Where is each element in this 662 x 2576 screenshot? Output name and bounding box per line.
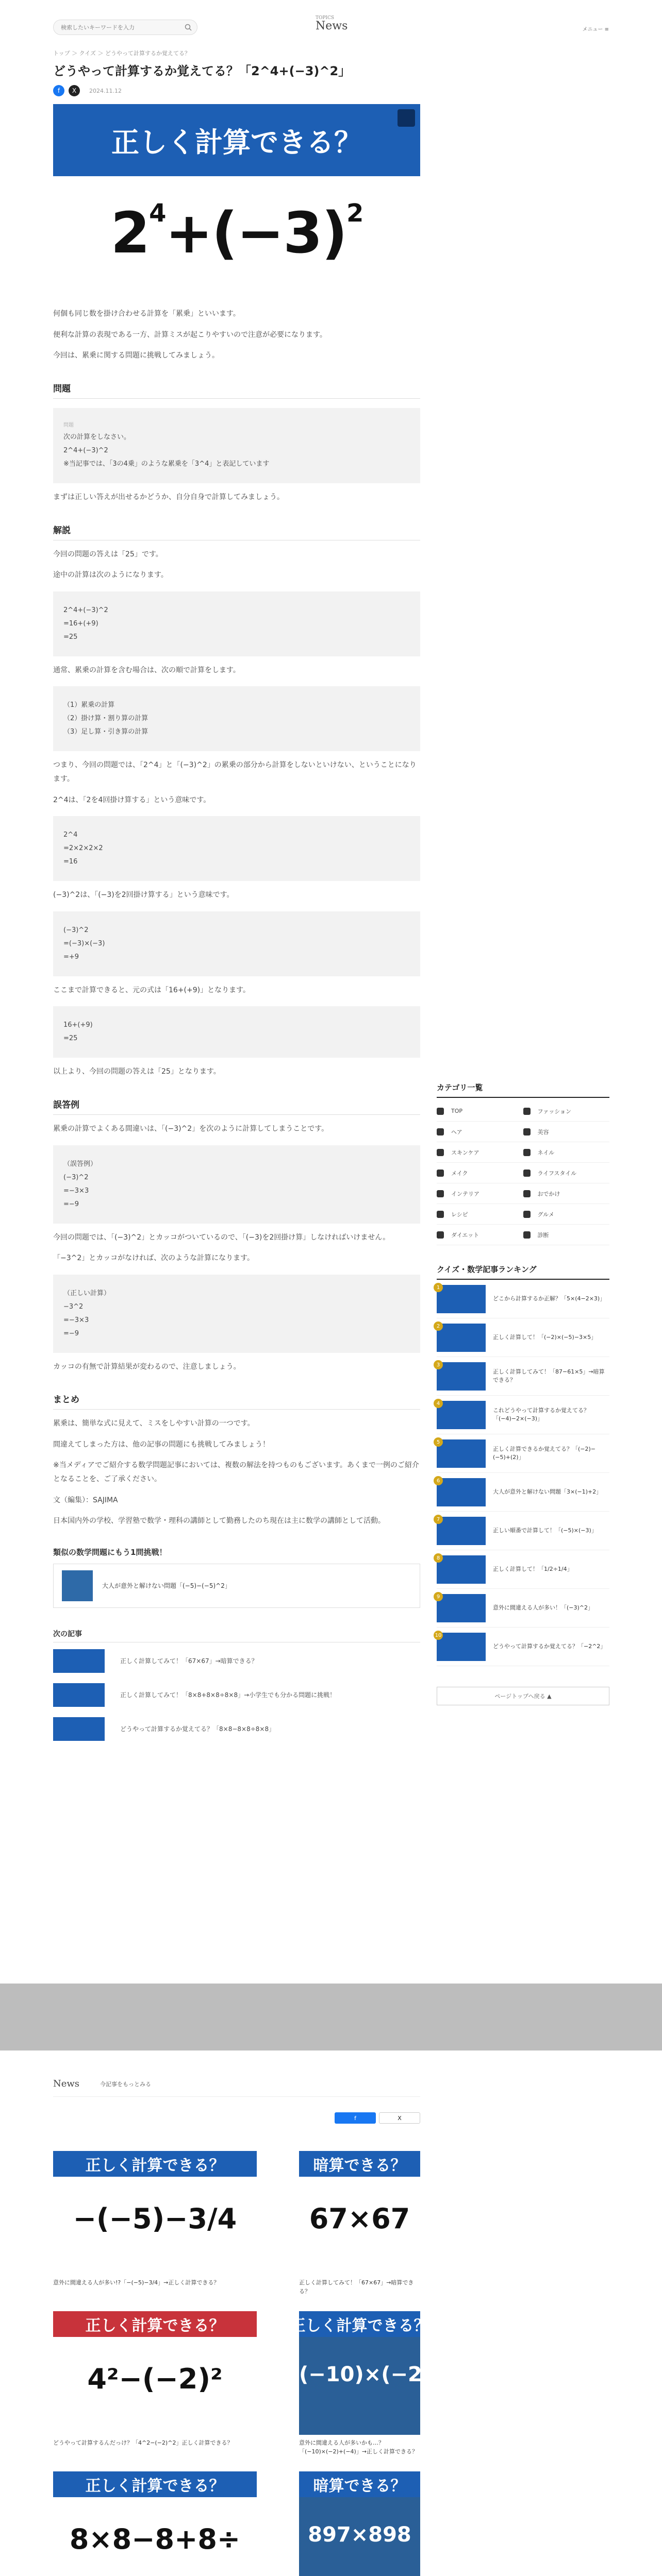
ranking-thumbnail — [437, 1478, 486, 1506]
facebook-share-button[interactable]: f — [335, 2112, 376, 2124]
category-item[interactable] — [437, 1225, 523, 1245]
menu-button[interactable]: メニュー ≡ — [582, 27, 609, 32]
category-item[interactable] — [523, 1122, 610, 1142]
article-tile[interactable] — [53, 2151, 257, 2296]
next-thumbnail — [53, 1717, 105, 1741]
rank-badge: 5 — [434, 1437, 443, 1447]
answer-text: つまり、今回の問題では、「2^4」と「(−3)^2」の累乗の部分から計算をしないといけない、ということになります。 — [53, 761, 417, 783]
order-box — [53, 686, 420, 751]
next-article[interactable] — [53, 1646, 420, 1676]
calc-line: =(−3)×(−3) — [63, 939, 105, 947]
article-tile[interactable] — [299, 2471, 420, 2576]
next-article[interactable] — [53, 1680, 420, 1710]
hair-icon — [437, 1128, 444, 1136]
ranking-title: どこから計算するか正解？「5×(4−2×3)」 — [493, 1295, 606, 1302]
category-label: スキンケア — [451, 1149, 479, 1156]
tile-expression: (−10)×(−2)+(−4) — [299, 2363, 500, 2386]
category-label: 美容 — [537, 1128, 549, 1136]
intro-2: 便利な計算の表現である一方、計算ミスが起こりやすいので注意が必要になります。 — [53, 330, 327, 339]
divider-band — [0, 1984, 662, 2050]
calc-line: =−3×3 — [63, 1316, 89, 1324]
category-item[interactable] — [523, 1163, 610, 1183]
quiz-icon — [523, 1231, 531, 1239]
category-item[interactable] — [437, 1142, 523, 1163]
rank-badge: 1 — [434, 1283, 443, 1292]
ranking-title: 意外に間違える人が多い！「(−3)^2」 — [493, 1604, 594, 1611]
author-bio: 日本国内外の学校、学習塾で数学・理科の講師として勤務したのち現在は主に数学の講師として活動。 — [53, 1517, 385, 1526]
mistake-text: 累乗の計算でよくある間違いは、「(−3)^2」を次のように計算してしまうことです。 — [53, 1124, 329, 1133]
right-calc-box — [53, 1275, 420, 1353]
category-label: ライフスタイル — [537, 1170, 577, 1177]
category-label: ダイエット — [451, 1231, 479, 1239]
calc-line: =25 — [63, 1035, 78, 1043]
home-icon — [437, 1108, 444, 1115]
question-after: まずは正しい答えが出せるかどうか、自分自身で計算してみましょう。 — [53, 493, 284, 501]
ranking-title: 大人が意外と解けない問題「3×(−1)+2」 — [493, 1488, 602, 1495]
makeup-icon — [437, 1170, 444, 1177]
article-tile[interactable] — [53, 2471, 257, 2576]
category-item[interactable] — [437, 1101, 523, 1122]
tile-thumbnail — [53, 2311, 257, 2435]
summary-text: 間違えてしまった方は、他の記事の問題にも挑戦してみましょう！ — [53, 1440, 270, 1449]
hero-exponent-2: 2 — [346, 199, 363, 228]
category-label: ヘア — [451, 1128, 462, 1136]
author-name: 文（編集）：SAJIMA — [53, 1496, 118, 1504]
calc-line: 2^4+(−3)^2 — [63, 606, 108, 614]
tile-expression: 4²−(−2)² — [87, 2363, 223, 2395]
sidebar — [437, 1082, 609, 1705]
answer-text: ここまで計算できると、元の式は「16+(+9)」となります。 — [53, 986, 250, 994]
answer-text: 以上より、今回の問題の答えは「25」となります。 — [53, 1067, 221, 1076]
category-label: グルメ — [537, 1211, 554, 1218]
tile-caption: 意外に間違える人が多い!?「−(−5)−3/4」→正しく計算できる？ — [53, 2279, 220, 2286]
skincare-icon — [437, 1149, 444, 1156]
order-line: （2）掛け算・割り算の計算 — [63, 715, 148, 723]
search-input[interactable] — [54, 20, 177, 35]
ranking-thumbnail — [437, 1285, 486, 1313]
ranking-thumbnail — [437, 1401, 486, 1429]
ranking-item[interactable] — [437, 1473, 609, 1512]
logo-text: News — [316, 20, 348, 32]
article — [53, 49, 420, 1744]
calc-box — [53, 911, 420, 976]
order-line: （1）累乗の計算 — [63, 701, 115, 709]
article-tile[interactable] — [299, 2151, 420, 2296]
ranking-heading: クイズ・数学記事ランキング — [437, 1264, 609, 1280]
calc-line: =−9 — [63, 1200, 79, 1208]
interior-icon — [437, 1190, 444, 1197]
site-header — [0, 0, 662, 52]
next-title: どうやって計算するか覚えてる？「8×8−8×8÷8×8」 — [120, 1725, 275, 1733]
rank-badge: 7 — [434, 1515, 443, 1524]
related-title: 大人が意外と解けない問題「(−5)−(−5)^2」 — [102, 1582, 231, 1590]
article-meta — [53, 86, 420, 96]
calc-line: =16 — [63, 858, 78, 866]
lifestyle-icon — [523, 1170, 531, 1177]
shirt-icon — [523, 1108, 531, 1115]
answer-text: 2^4は、「2を4回掛け算する」という意味です。 — [53, 795, 211, 804]
ranking-item[interactable] — [437, 1512, 609, 1550]
category-label: インテリア — [451, 1190, 479, 1197]
next-thumbnail — [53, 1683, 105, 1707]
answer-text: 通常、累乗の計算を含む場合は、次の順で計算をします。 — [53, 666, 240, 674]
category-item[interactable] — [437, 1122, 523, 1142]
rank-badge: 3 — [434, 1360, 443, 1369]
article-tile[interactable] — [290, 2311, 500, 2456]
diet-icon — [437, 1231, 444, 1239]
logo-tagline: TOPICS — [316, 15, 335, 21]
tile-expression: 67×67 — [309, 2202, 410, 2235]
tile-banner: 正しく計算できる？ — [299, 2311, 420, 2337]
tile-expression: 897×898 — [308, 2523, 411, 2547]
ranking-title: 正しく計算できるか覚えてる？「(−2)−(−5)+(2)」 — [493, 1445, 596, 1461]
gourmet-icon — [523, 1211, 531, 1218]
ranking — [437, 1264, 609, 1666]
tile-thumbnail — [299, 2151, 420, 2275]
category-item[interactable] — [523, 1225, 610, 1245]
tile-banner: 暗算できる？ — [299, 2151, 420, 2177]
facebook-share-button[interactable]: f — [53, 85, 64, 96]
mistake-text: カッコの有無で計算結果が変わるので、注意しましょう。 — [53, 1362, 241, 1371]
ranking-thumbnail — [437, 1633, 486, 1661]
nail-icon — [523, 1149, 531, 1156]
x-share-button[interactable]: X — [379, 2112, 420, 2124]
tile-expression: 8×8−8+8÷ — [69, 2523, 241, 2555]
tile-thumbnail — [53, 2471, 257, 2576]
site-logo[interactable] — [316, 15, 348, 32]
category-label: 診断 — [537, 1231, 549, 1239]
category-item[interactable] — [523, 1183, 610, 1204]
tile-banner: 正しく計算できる？ — [53, 2311, 257, 2337]
next-title: 正しく計算してみて！「8×8+8×8÷8×8」→小学生でも分かる問題に挑戦！ — [120, 1691, 336, 1699]
category-label: ネイル — [537, 1149, 555, 1156]
mobile-section-title: 今記事をもっとみる — [100, 2080, 152, 2088]
mistake-text: 今回の問題では、「(−3)^2」とカッコがついているので、「(−3)を2回掛け算」しなければいけません。 — [53, 1233, 390, 1242]
hero-expression — [53, 199, 420, 266]
article-grid — [53, 2151, 500, 2576]
calc-line: 2^4 — [63, 831, 78, 839]
search-icon[interactable] — [185, 24, 192, 31]
rank-badge: 4 — [434, 1399, 443, 1408]
mistake-heading: 誤答例 — [53, 1097, 420, 1115]
category-label: レシピ — [451, 1211, 468, 1218]
answer-text: (−3)^2は、「(−3)を2回掛け算する」という意味です。 — [53, 891, 234, 900]
ranking-thumbnail — [437, 1594, 486, 1622]
ranking-item[interactable] — [437, 1357, 609, 1396]
ranking-item[interactable] — [437, 1589, 609, 1628]
answer-text: 途中の計算は次のようになります。 — [53, 571, 168, 580]
category-heading: カテゴリ一覧 — [437, 1082, 609, 1098]
calc-box — [53, 816, 420, 881]
question-line: 2^4+(−3)^2 — [63, 446, 108, 454]
hero-base: 2 — [110, 200, 150, 266]
rank-badge: 6 — [434, 1476, 443, 1485]
mobile-header — [53, 2071, 420, 2097]
tile-thumbnail — [290, 2311, 500, 2435]
ranking-title: これどうやって計算するか覚えてる？「(−4)−2×(−3)」 — [493, 1406, 589, 1422]
page-title: どうやって計算するか覚えてる？「2^4+(−3)^2」 — [53, 64, 351, 78]
rank-badge: 2 — [434, 1321, 443, 1331]
ranking-item[interactable] — [437, 1280, 609, 1318]
question-box — [53, 408, 420, 483]
hero-banner: 正しく計算できる？ — [53, 104, 420, 176]
order-line: （3）足し算・引き算の計算 — [63, 728, 148, 736]
question-box-label: 問題 — [63, 422, 74, 428]
category-item[interactable] — [437, 1204, 523, 1225]
ranking-thumbnail — [437, 1324, 486, 1352]
page-top-button[interactable]: ページトップへ戻る ▲ — [437, 1687, 609, 1705]
search-box[interactable] — [53, 20, 197, 35]
rank-badge: 8 — [434, 1553, 443, 1563]
summary-text: ※当メディアでご紹介する数学問題記事においては、複数の解法を持つものもございます。あくまで一例のご紹介となることを、ご了承ください。 — [53, 1461, 419, 1484]
breadcrumb[interactable]: トップ ＞ クイズ ＞ どうやって計算するか覚えてる？ — [53, 50, 190, 57]
calc-line: =2×2×2×2 — [63, 844, 103, 853]
lipstick-icon — [523, 1128, 531, 1136]
related-card[interactable] — [53, 1564, 420, 1608]
x-share-button[interactable]: X — [69, 85, 80, 96]
rank-badge: 10 — [434, 1631, 443, 1640]
calc-line: 16+(+9) — [63, 1021, 93, 1029]
ranking-thumbnail — [437, 1555, 486, 1584]
tile-banner: 正しく計算できる？ — [53, 2471, 257, 2497]
category-label: TOP — [451, 1108, 463, 1114]
hero-image — [53, 104, 420, 300]
intro-1: 何個も同じ数を掛け合わせる計算を「累乗」といいます。 — [53, 310, 240, 318]
category-label: おでかけ — [537, 1190, 560, 1197]
category-item[interactable] — [437, 1163, 523, 1183]
next-heading: 次の記事 — [53, 1629, 420, 1642]
ranking-title: 正しい順番で計算して！「(−5)×(−3)」 — [493, 1527, 597, 1534]
category-label: ファッション — [537, 1108, 572, 1115]
ranking-thumbnail — [437, 1517, 486, 1545]
category-item[interactable] — [523, 1101, 610, 1122]
calc-line: =25 — [63, 633, 78, 641]
tile-caption: 正しく計算してみて！「67×67」→暗算できる？ — [299, 2279, 414, 2295]
gallery-icon[interactable] — [398, 109, 415, 127]
ranking-title: 正しく計算して！「(−2)×(−5)−3×5」 — [493, 1333, 597, 1341]
ranking-title: 正しく計算してみて！「87−61×5」→暗算できる？ — [493, 1368, 605, 1383]
tile-banner: 暗算できる？ — [299, 2471, 420, 2497]
category-item[interactable] — [437, 1183, 523, 1204]
category-label: メイク — [451, 1170, 468, 1177]
question-heading: 問題 — [53, 381, 420, 399]
hero-middle: +(−3) — [165, 200, 346, 266]
hero-exponent-1: 4 — [149, 199, 166, 228]
ranking-item[interactable] — [437, 1318, 609, 1357]
summary-heading: まとめ — [53, 1392, 420, 1410]
publish-date: 2024.11.12 — [89, 87, 122, 94]
calc-line: （誤答例） — [63, 1160, 97, 1168]
intro-3: 今回は、累乗に関する問題に挑戦してみましょう。 — [53, 351, 219, 360]
outing-icon — [523, 1190, 531, 1197]
ranking-item[interactable] — [437, 1550, 609, 1589]
ranking-item[interactable] — [437, 1628, 609, 1666]
mobile-share — [53, 2112, 420, 2128]
related-thumbnail — [62, 1570, 93, 1601]
ranking-thumbnail — [437, 1439, 486, 1468]
calc-line: =−3×3 — [63, 1187, 89, 1195]
category-item[interactable] — [523, 1204, 610, 1225]
next-title: 正しく計算してみて！「67×67」→暗算できる？ — [120, 1657, 258, 1665]
calc-box — [53, 591, 420, 656]
tile-expression: −(−5)−3/4 — [73, 2202, 237, 2235]
mobile-logo[interactable]: News — [53, 2078, 80, 2089]
ranking-title: 正しく計算して！「1/2÷1/4」 — [493, 1565, 573, 1572]
mistake-text: 「−3^2」とカッコがなければ、次のような計算になります。 — [53, 1254, 255, 1263]
calc-line: (−3)^2 — [63, 926, 89, 934]
category-grid — [437, 1101, 609, 1245]
calc-line: −3^2 — [63, 1302, 84, 1311]
answer-text: 今回の問題の答えは「25」です。 — [53, 550, 163, 558]
article-tile[interactable] — [53, 2311, 257, 2456]
related-heading: 類似の数学問題にもう1問挑戦！ — [53, 1547, 167, 1557]
tile-thumbnail — [53, 2151, 257, 2275]
tile-caption: 意外に間違える人が多いかも…？「(−10)×(−2)+(−4)」→正しく計算できる？ — [299, 2439, 418, 2455]
ranking-title: どうやって計算するか覚えてる？「−2^2」 — [493, 1642, 606, 1650]
ranking-item[interactable] — [437, 1396, 609, 1434]
wrong-calc-box — [53, 1145, 420, 1224]
tile-banner: 正しく計算できる？ — [53, 2151, 257, 2177]
calc-line: =+9 — [63, 953, 79, 961]
next-article[interactable] — [53, 1714, 420, 1744]
calc-line: （正しい計算） — [63, 1289, 111, 1297]
calc-line: =16+(+9) — [63, 619, 98, 628]
calc-line: =−9 — [63, 1329, 79, 1337]
question-line: ※当記事では、「3の4乗」のような累乗を「3^4」と表記しています — [63, 460, 270, 468]
summary-text: 累乗は、簡単な式に見えて、ミスをしやすい計算の一つです。 — [53, 1419, 255, 1428]
ranking-thumbnail — [437, 1362, 486, 1391]
tile-caption: どうやって計算するんだっけ？「4^2−(−2)^2」正しく計算できる？ — [53, 2439, 233, 2446]
next-thumbnail — [53, 1649, 105, 1673]
category-item[interactable] — [523, 1142, 610, 1163]
calc-box — [53, 1006, 420, 1058]
ranking-item[interactable] — [437, 1434, 609, 1473]
calc-line: (−3)^2 — [63, 1173, 89, 1181]
tile-thumbnail — [299, 2471, 420, 2576]
recipe-icon — [437, 1211, 444, 1218]
rank-badge: 9 — [434, 1592, 443, 1601]
question-line: 次の計算をしなさい。 — [63, 433, 131, 441]
answer-heading: 解説 — [53, 523, 420, 540]
